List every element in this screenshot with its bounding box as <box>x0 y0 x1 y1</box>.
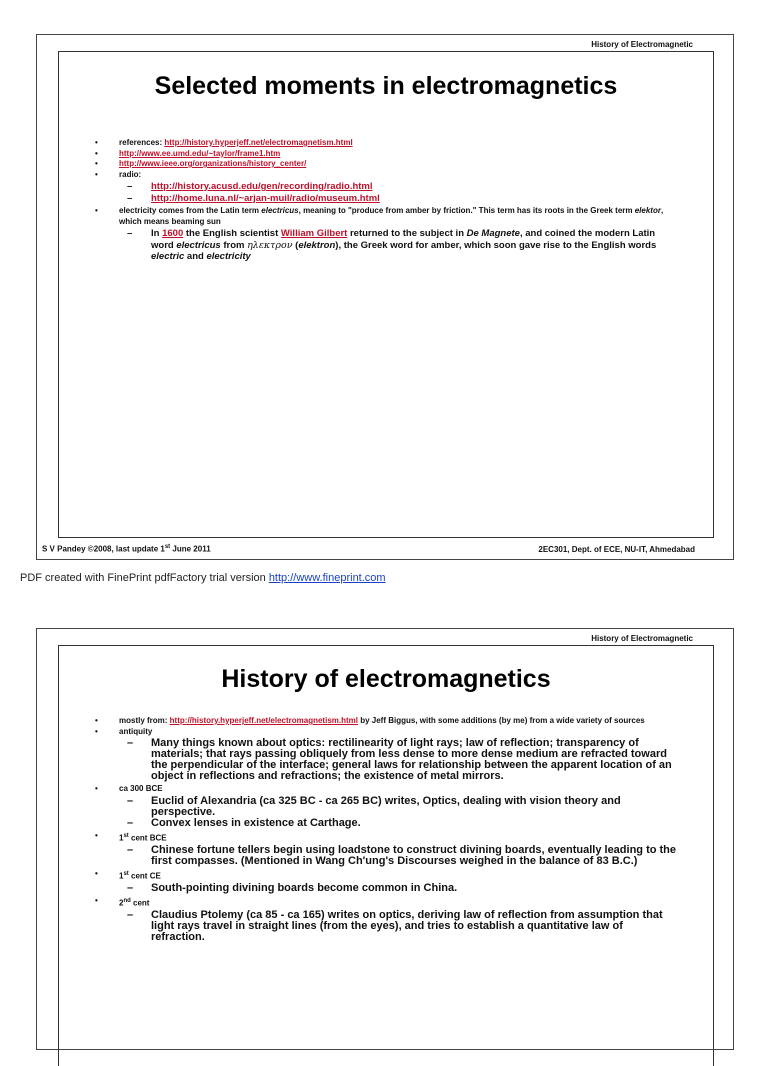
reference-link[interactable]: http://www.ieee.org/organizations/history_center/ <box>119 159 307 168</box>
sub-list-item: – Many things known about optics: rectilinearity of light rays; law of reflection; transparency of materials; that rays passing obliquely from less dense to more dense medium are refracted toward the perpendicular of the interface; general laws for relationship between the apparent location of an object in reflections and refractions; the existence of metal mirrors. <box>127 737 672 782</box>
list-item: • http://www.ieee.org/organizations/history_center/ <box>95 159 307 168</box>
fineprint-link[interactable]: http://www.fineprint.com <box>268 572 386 584</box>
sub-list-item: – Chinese fortune tellers begin using loadstone to construct divining boards, eventually leading to the first compasses. (Mentioned in Wang Ch'ung's Discourses weighed in the balance of 83 B.C.) <box>127 843 677 867</box>
reference-link[interactable]: http://history.hyperjeff.net/electromagnetism.html <box>169 716 358 725</box>
pdf-note: PDF created with FinePrint pdfFactory trial version http://www.fineprint.com <box>20 572 386 584</box>
radio-link[interactable]: http://history.acusd.edu/gen/recording/radio.html <box>151 181 373 192</box>
sub-list-item: – Euclid of Alexandria (ca 325 BC - ca 265 BC) writes, Optics, dealing with vision theory and perspective. <box>127 794 621 818</box>
list-item: • electricity comes from the Latin term electricus, meaning to "produce from amber by friction." This term has its roots in the Greek term elektor, which means beaming sun – In 1600 the English scientist William Gilbert returned to the subject in De Magnete, and coined the modern Latin word electricus from ηλεκτρον (elektron), the Greek word for amber, which soon gave rise to the English words electric and electricity <box>95 206 679 263</box>
sub-list-item: – In 1600 the English scientist William Gilbert returned to the subject in De Magnete, and coined the modern Latin word electricus from ηλεκτρον (elektron), the Greek word for amber, which soon gave rise to the English words electric and electricity <box>127 228 657 262</box>
sub-list-item: – Claudius Ptolemy (ca 85 - ca 165) writes on optics, deriving law of reflection from assumption that light rays travel in straight lines (from the eyes), and tries to establish a quantitative law of refraction. <box>127 908 663 943</box>
page-header: History of Electromagnetic <box>591 634 693 643</box>
slide-content <box>95 716 679 945</box>
sub-list-item: – Convex lenses in existence at Carthage. <box>127 816 361 829</box>
reference-link[interactable]: http://history.hyperjeff.net/electromagnetism.html <box>164 138 353 147</box>
page-footer-left: S V Pandey ©2008, last update 1st June 2011 <box>42 544 211 554</box>
list-item: • http://www.ee.umd.edu/~taylor/frame1.htm <box>95 148 281 158</box>
slide-page-1 <box>36 34 734 560</box>
sub-list-item: – http://home.luna.nl/~arjan-muil/radio/museum.html <box>127 192 380 204</box>
slide-box <box>58 51 714 538</box>
slide-content <box>95 138 679 265</box>
list-item: • 2nd cent – Claudius Ptolemy (ca 85 - ca 165) writes on optics, deriving law of reflection from assumption that light rays travel in straight lines (from the eyes), and tries to establish a quantitative law of refraction. <box>95 896 679 943</box>
slide-box <box>58 645 714 1066</box>
gilbert-link[interactable]: William Gilbert <box>280 228 348 239</box>
reference-link[interactable]: http://www.ee.umd.edu/~taylor/frame1.htm <box>119 148 281 158</box>
page-header: History of Electromagnetic <box>591 40 693 49</box>
list-item: • ca 300 BCE – Euclid of Alexandria (ca 325 BC - ca 265 BC) writes, Optics, dealing with vision theory and perspective. – Convex lenses in existence at Carthage. <box>95 784 679 829</box>
list-item: • mostly from: http://history.hyperjeff.net/electromagnetism.html by Jeff Biggus, with some additions (by me) from a wide variety of sources <box>95 716 645 725</box>
list-item: • antiquity – Many things known about optics: rectilinearity of light rays; law of reflection; transparency of materials; that rays passing obliquely from less dense to more dense medium are refracted toward the perpendicular of the interface; general laws for relationship between the apparent location of an object in reflections and refractions; the existence of metal mirrors. <box>95 727 679 783</box>
slide-page-2 <box>36 628 734 1050</box>
slide-title: History of electromagnetics <box>221 665 551 693</box>
list-item: • radio: – http://history.acusd.edu/gen/recording/radio.html – http://home.luna.nl/~arjan-muil/radio/museum.html <box>95 170 679 205</box>
year-link[interactable]: 1600 <box>162 228 184 239</box>
list-item: • references: http://history.hyperjeff.net/electromagnetism.html <box>95 138 353 147</box>
radio-link[interactable]: http://home.luna.nl/~arjan-muil/radio/museum.html <box>151 192 380 204</box>
slide-title: Selected moments in electromagnetics <box>154 72 618 100</box>
sub-list-item: – http://history.acusd.edu/gen/recording/radio.html <box>127 181 373 192</box>
list-item: • 1st cent CE – South-pointing divining boards become common in China. <box>95 869 679 894</box>
list-item: • 1st cent BCE – Chinese fortune tellers begin using loadstone to construct divining boards, eventually leading to the first compasses. (Mentioned in Wang Ch'ung's Discourses weighed in the balance of 83 B.C.) <box>95 831 679 867</box>
sub-list-item: – South-pointing divining boards become common in China. <box>127 881 458 894</box>
page-footer-right: 2EC301, Dept. of ECE, NU-IT, Ahmedabad <box>538 545 695 554</box>
